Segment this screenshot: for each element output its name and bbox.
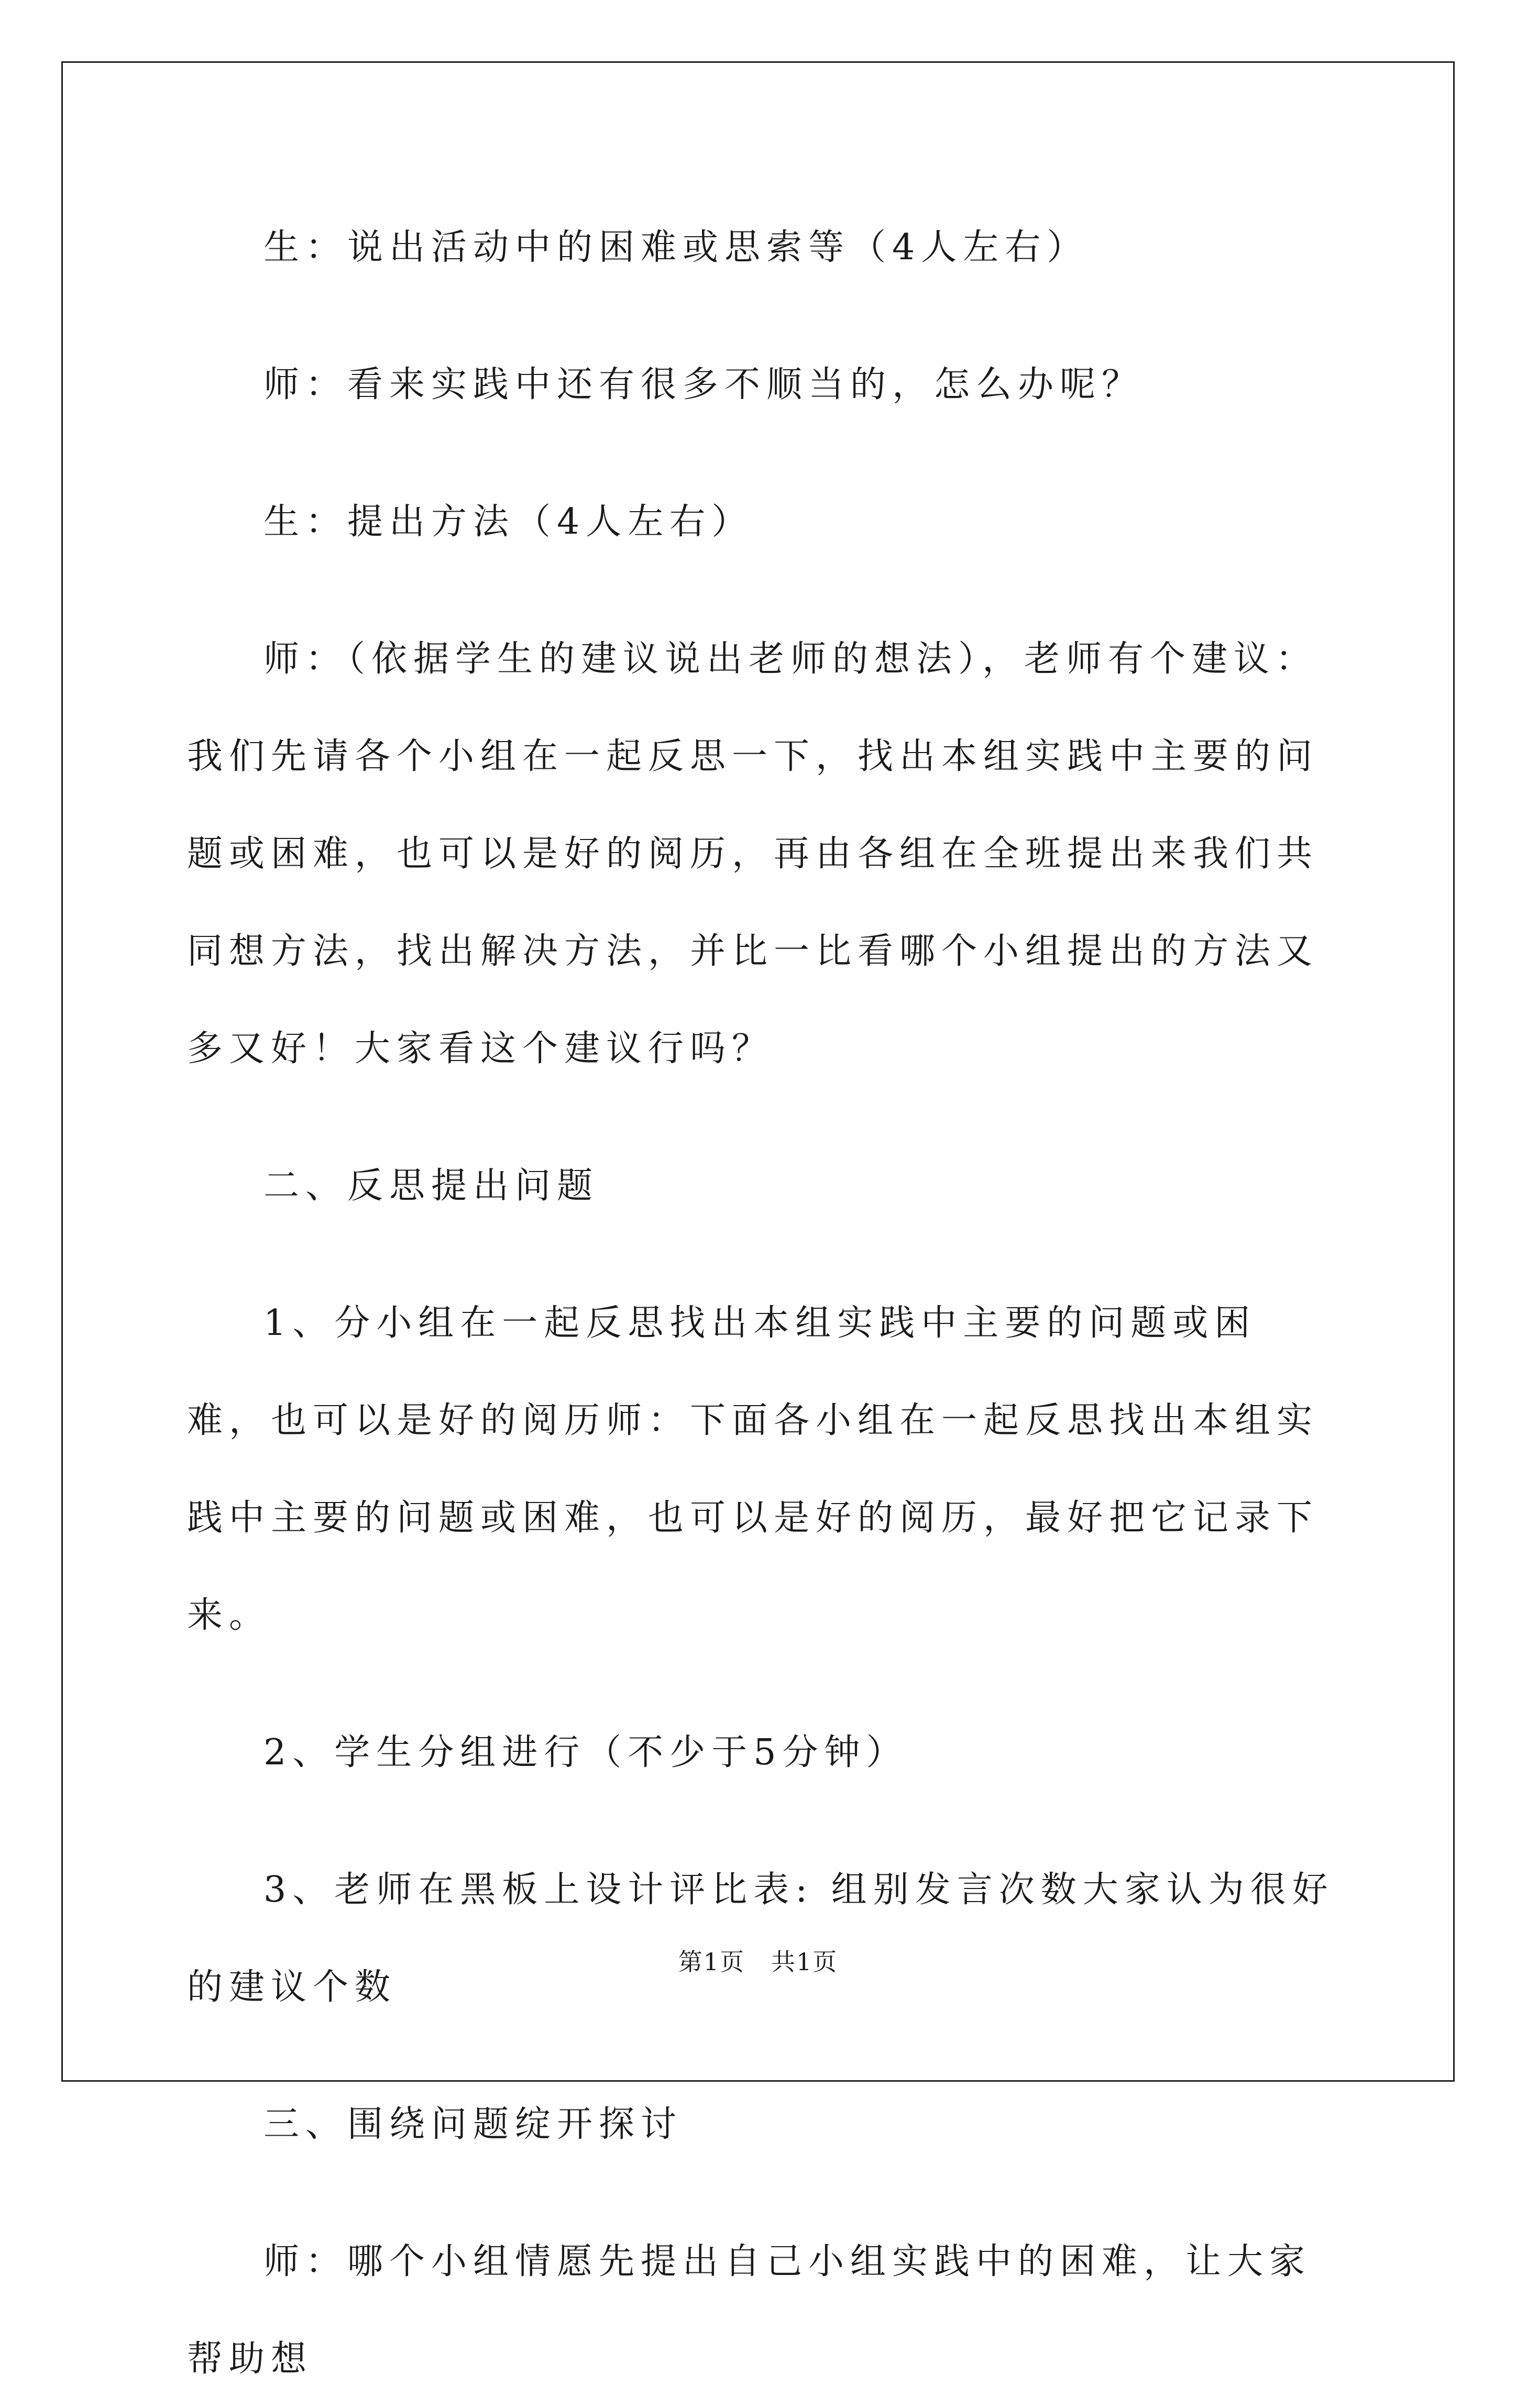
paragraph: 师：看来实践中还有很多不顺当的，怎么办呢？ bbox=[263, 364, 1144, 405]
paragraph: 3、老师在黑板上设计评比表: 组别发言次数大家认为很好的建议个数 bbox=[187, 1869, 1334, 2008]
section-heading: 二、反思提出问题 bbox=[263, 1165, 599, 1207]
page-footer bbox=[0, 1946, 1516, 1978]
document-body bbox=[187, 199, 1334, 2408]
page-number: 第1页 bbox=[678, 1948, 745, 1976]
paragraph: 师：哪个小组情愿先提出自己小组实践中的困难，让大家帮助想 bbox=[187, 2241, 1312, 2380]
section-heading: 三、围绕问题绽开探讨 bbox=[263, 2104, 683, 2145]
paragraph: 1、分小组在一起反思找出本组实践中主要的问题或困难，也可以是好的阅历师：下面各小组在一起反思找出本组实践中主要的问题或困难，也可以是好的阅历，最好把它记录下来。 bbox=[187, 1302, 1319, 1636]
paragraph: 2、学生分组进行（不少于5分钟） bbox=[263, 1732, 908, 1773]
paragraph: 生：提出方法（4人左右） bbox=[263, 501, 754, 543]
paragraph: 生：说出活动中的困难或思索等（4人左右） bbox=[263, 227, 1089, 268]
paragraph: 师：（依据学生的建议说出老师的想法），老师有个建议：我们先请各个小组在一起反思一下，找出本组实践中主要的问题或困难，也可以是好的阅历，再由各组在全班提出来我们共同想方法，找出解决方法，并比一比看哪个小组提出的方法又多又好！大家看这个建议行吗？ bbox=[187, 638, 1319, 1069]
page-total: 共1页 bbox=[771, 1948, 838, 1976]
